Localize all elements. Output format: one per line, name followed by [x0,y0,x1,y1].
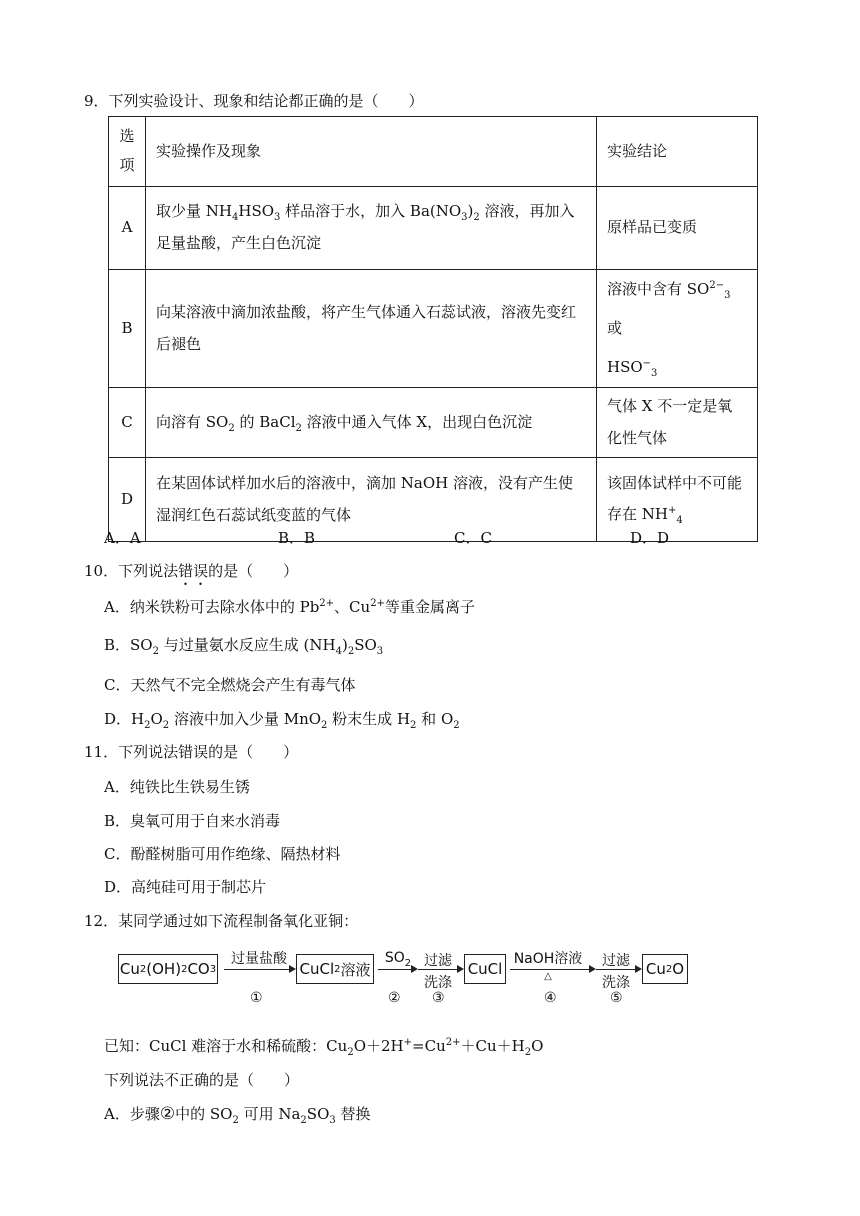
emphasis-text: 错误 [178,562,209,580]
header-conclusion: 实验结论 [597,117,758,187]
q10-option-a[interactable]: A．纳米铁粉可去除水体中的 $Pb^{2+}$、$Cu^{2+}$等重金属离子 [104,598,475,616]
flow-step-3: ③ [432,990,445,1006]
choice-d[interactable]: D．D [630,529,670,547]
table-row [109,270,758,388]
q10-option-b[interactable]: B．$SO_2$ 与过量氨水反应生成 $(NH_4)_2SO_3$ [104,636,384,657]
flow-box-cucl2-solution: CuCl 2 溶液 [296,954,374,984]
flow-box-cucl: CuCl [464,954,506,984]
flow-arrow-label-3-bottom: 洗涤 [424,975,452,991]
flow-arrow-4 [510,969,594,970]
row-conclusion: 气体 X 不一定是氧化性气体 [597,388,758,458]
row-conclusion: 该固体试样中不可能存在 $NH^+_4$ [597,458,758,542]
q12-known-info: 已知：CuCl 难溶于水和稀硫酸：$Cu_2O+2H^+=Cu^{2+}+Cu+H_2O$ [104,1037,544,1058]
q11-option-d[interactable]: D．高纯硅可用于制芯片 [104,878,267,896]
table-row [109,187,758,270]
question-12-title: 12．某同学通过如下流程制备氧化亚铜： [84,912,359,930]
flow-arrow-3 [418,969,462,970]
choice-a[interactable]: A．A [104,529,141,547]
flow-arrow-2 [378,969,416,970]
row-option: B [109,270,146,388]
q11-option-b[interactable]: B．臭氧可用于自来水消毒 [104,812,281,830]
header-option [109,117,146,187]
flow-arrow-label-2: $SO_2$ [384,950,412,969]
row-operation: 在某固体试样加水后的溶液中，滴加 NaOH 溶液，没有产生使湿润红色石蕊试纸变蓝的气体 [146,458,597,542]
choice-c[interactable]: C．C [454,529,492,547]
row-operation: 向某溶液中滴加浓盐酸，将产生气体通入石蕊试液，溶液先变红后褪色 [146,270,597,388]
q12-question: 下列说法不正确的是（ ） [104,1071,300,1089]
table-header-row [109,117,758,187]
question-11-title: 11．下列说法错误的是（ ） [84,743,299,761]
flow-step-4: ④ [544,990,557,1006]
q11-option-c[interactable]: C．酚醛树脂可用作绝缘、隔热材料 [104,845,341,863]
flow-arrow-label-1: 过量盐酸 [231,951,287,967]
row-option: C [109,388,146,458]
q10-option-d[interactable]: D．$H_2O_2$ 溶液中加入少量 MnO$_2$ 粉末生成 $H_2$ 和 $O_2$ [104,710,460,731]
flow-arrow-label-4-top: NaOH溶液 [513,951,583,967]
flow-arrow-label-4-bottom: △ [544,971,552,982]
row-option: A [109,187,146,270]
row-operation: 向溶有 $SO_2$ 的 BaCl$_2$ 溶液中通入气体 X，出现白色沉淀 [146,388,597,458]
q11-option-a[interactable]: A．纯铁比生铁易生锈 [104,778,250,796]
row-conclusion: 原样品已变质 [597,187,758,270]
process-flow-diagram [116,944,696,1014]
flow-arrow-label-3-top: 过滤 [424,953,452,969]
flow-arrow-label-5-top: 过滤 [602,953,630,969]
flow-step-2: ② [388,990,401,1006]
flow-step-1: ① [250,990,263,1006]
flow-arrow-5 [596,969,640,970]
flow-box-cu2o: Cu 2 O [642,954,688,984]
question-10-title: 10．下列说法错误的是（ ） [84,562,299,580]
q10-option-c[interactable]: C．天然气不完全燃烧会产生有毒气体 [104,676,356,694]
flow-box-basic-copper-carbonate: Cu 2 (OH) 2 CO 3 [118,954,218,984]
flow-arrow-label-5-bottom: 洗涤 [602,975,630,991]
flow-arrow-1 [224,969,294,970]
row-conclusion: 溶液中含有 $SO^{2-}_3$ 或 $HSO^-_3$ [597,270,758,388]
header-operation: 实验操作及现象 [146,117,597,187]
row-operation: 取少量 $NH_4HSO_3$ 样品溶于水，加入 $Ba(NO_3)_2$ 溶液，再加入足量盐酸，产生白色沉淀 [146,187,597,270]
question-9-title: 9．下列实验设计、现象和结论都正确的是（ ） [84,92,424,110]
question-9-table [108,116,758,542]
flow-step-5: ⑤ [610,990,623,1006]
q12-option-a[interactable]: A．步骤②中的 $SO_2$ 可用 $Na_2SO_3$ 替换 [104,1104,371,1126]
row-option: D [109,458,146,542]
table-row [109,388,758,458]
header-option-text: 选项 [119,127,135,174]
choice-b[interactable]: B．B [278,529,316,547]
